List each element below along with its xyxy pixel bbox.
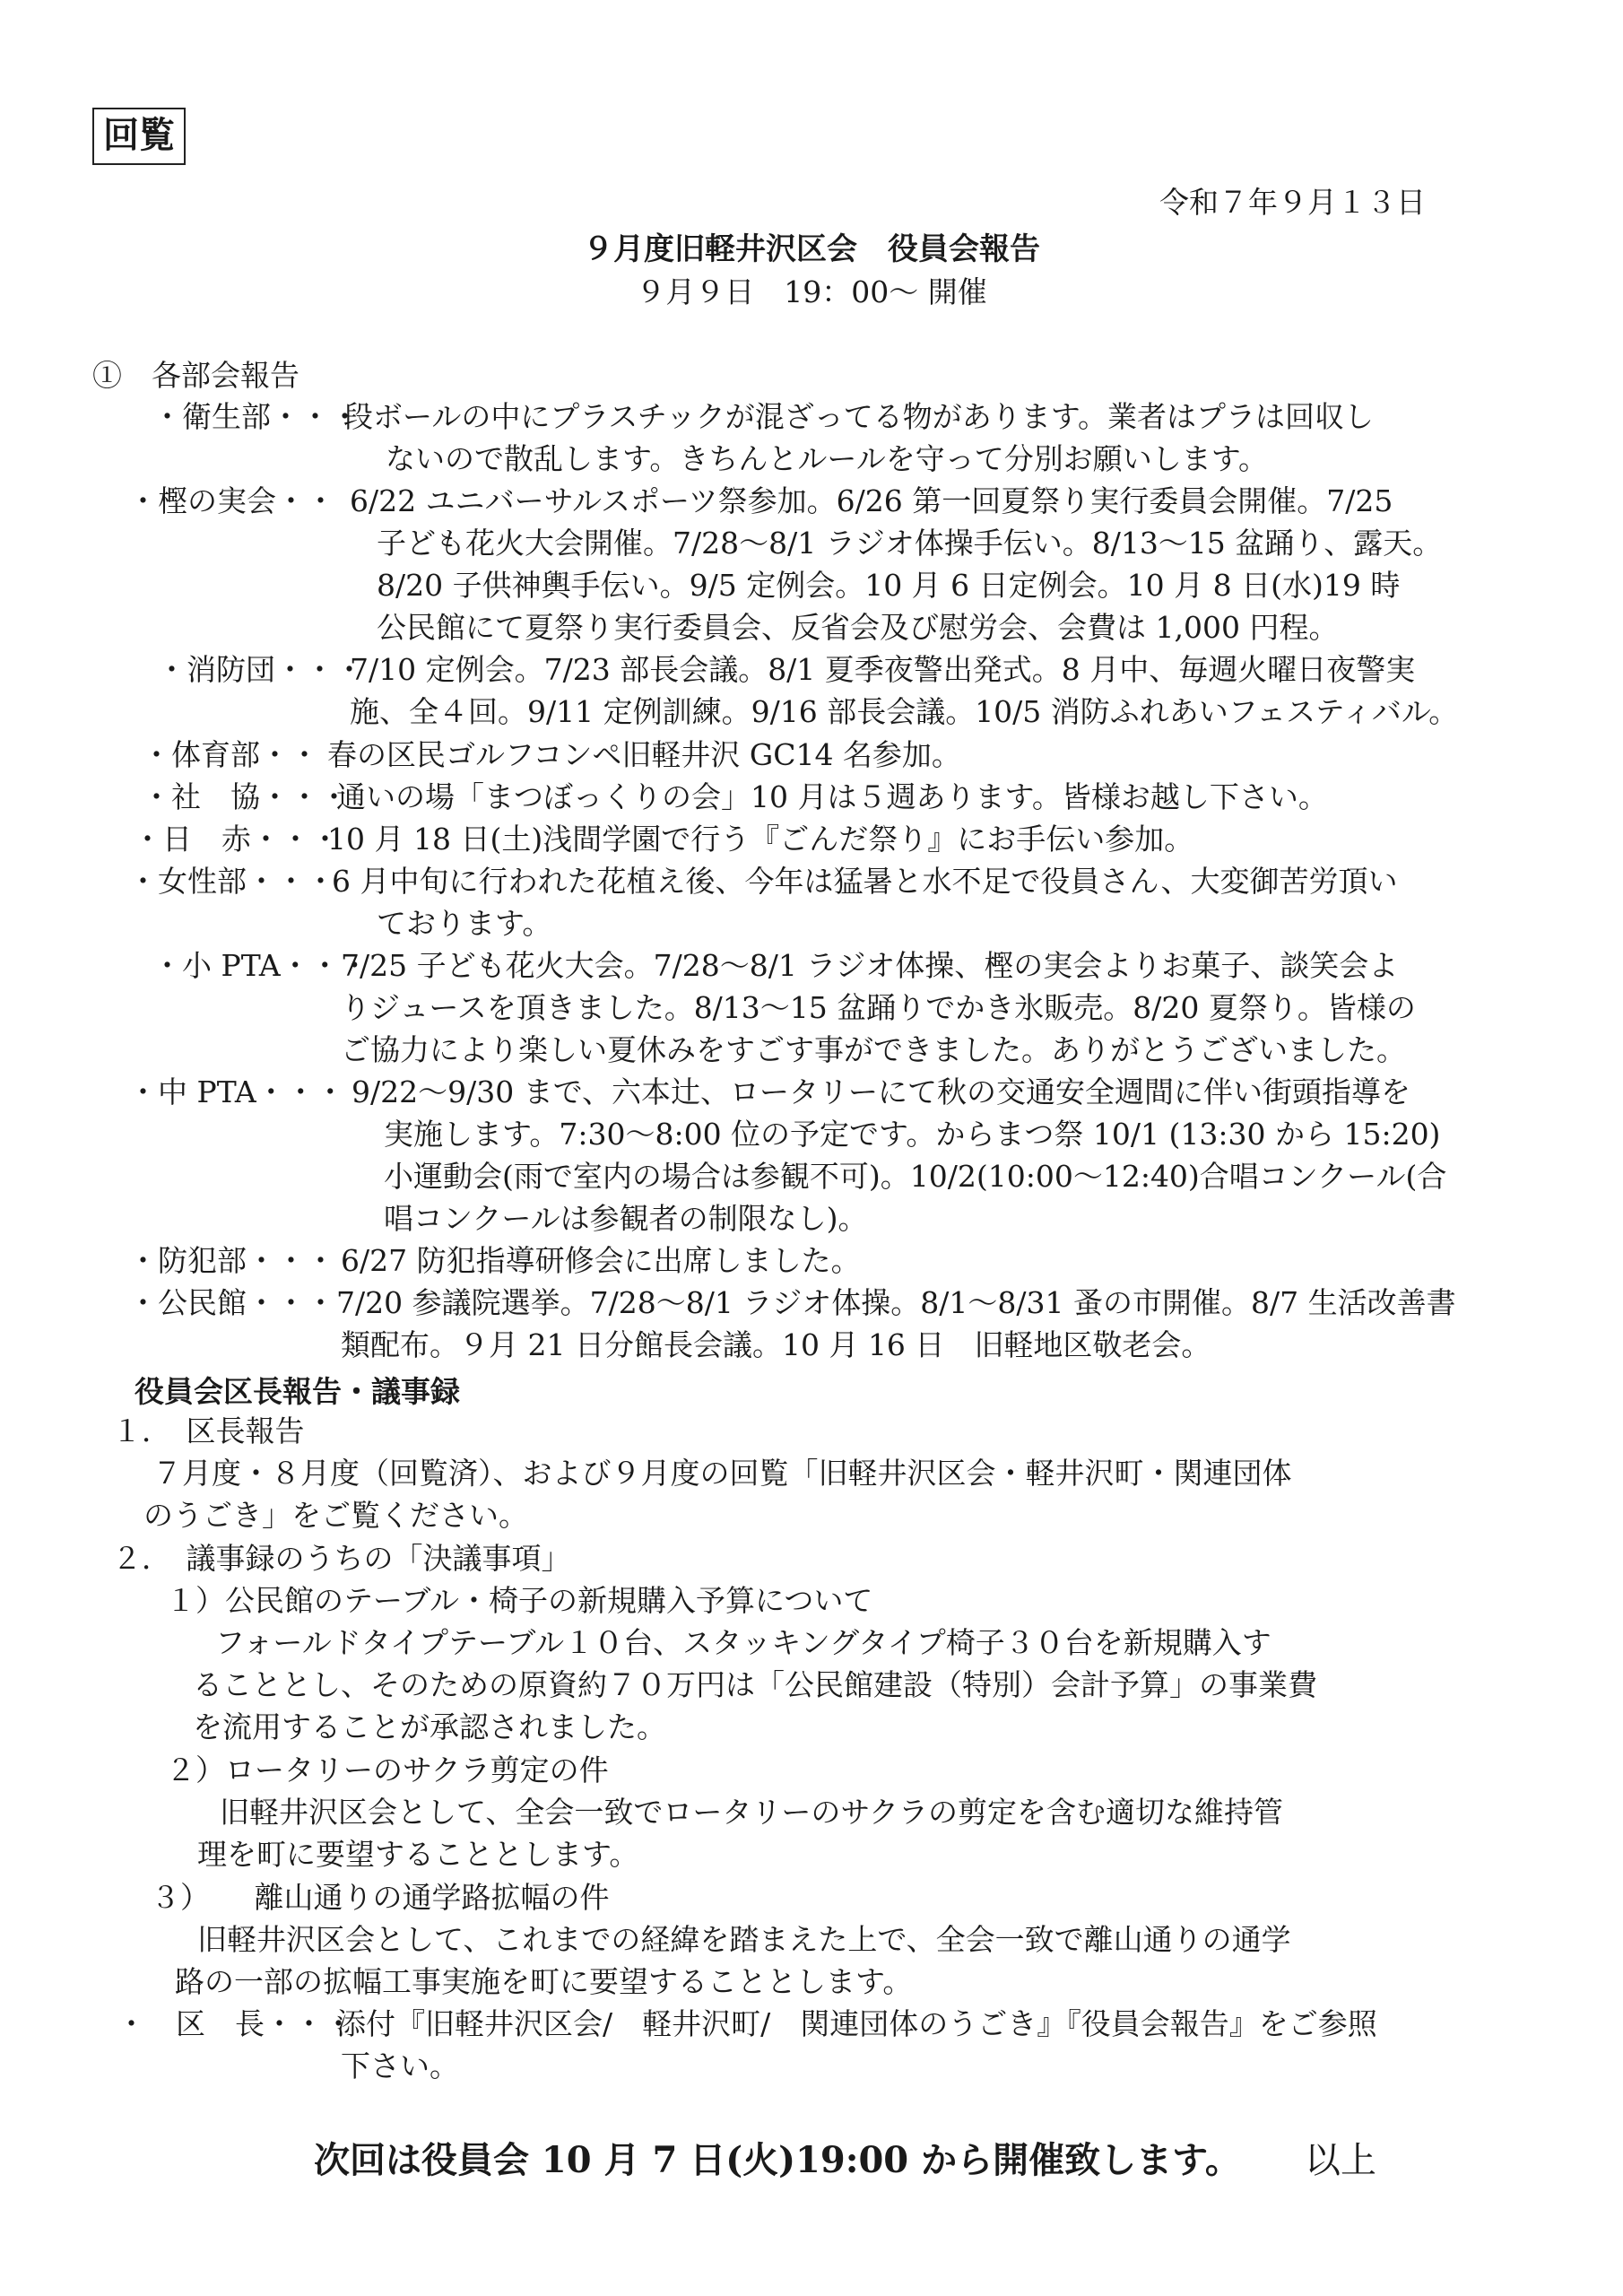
resolution-line: を流用することが承認されました。 <box>193 1709 666 1744</box>
resolution-title: １）公民館のテーブル・椅子の新規購入予算について <box>166 1583 873 1618</box>
dept-line: りジュースを頂きました。8/13～15 盆踊りでかき氷販売。8/20 夏祭り。皆様の <box>341 990 1416 1025</box>
dept-line: 通いの場「まつぼっくりの会」10 月は５週あります。皆様お越し下さい。 <box>336 779 1328 814</box>
dept-line: 6 月中旬に行われた花植え後、今年は猛暑と水不足で役員さん、大変御苦労頂い <box>332 864 1398 899</box>
dept-line: 7/10 定例会。7/23 部長会議。8/1 夏季夜警出発式。8 月中、毎週火曜日夜警実 <box>350 652 1416 687</box>
dept-line: 7/20 参議院選挙。7/28～8/1 ラジオ体操。8/1～8/31 蚤の市開催。8/7 生活改善書 <box>336 1285 1456 1320</box>
dept-line: 実施します。7:30～8:00 位の予定です。からまつ祭 10/1 (13:30 から 15:20) <box>384 1117 1441 1152</box>
closing-mark: 以上 <box>1305 2140 1376 2181</box>
next-meeting-notice: 次回は役員会 10 月 7 日(火)19:00 から開催致します。 <box>314 2139 1241 2181</box>
dept-label-shakyo: ・社 協・・・ <box>142 779 349 814</box>
dept-label-eisei: ・衛生部・・・ <box>152 399 360 434</box>
meeting-datetime: ９月９日 19：00～ 開催 <box>636 274 987 309</box>
dept-label-nisseki: ・日 赤・・・ <box>133 822 340 857</box>
circulation-stamp: 回覧 <box>92 108 186 165</box>
dept-line: ております。 <box>377 906 552 941</box>
chief-report-line: ７月度・８月度（回覧済）、および９月度の回覧「旧軽井沢区会・軽井沢町・関連団体 <box>152 1456 1292 1491</box>
minutes-heading: ２． 議事録のうちの「決議事項」 <box>112 1541 571 1576</box>
chief-report-heading: １． 区長報告 <box>112 1413 305 1448</box>
dept-label-shobodan: ・消防団・・・ <box>157 652 364 687</box>
dept-line: 小運動会(雨で室内の場合は参観不可)。10/2(10:00～12:40)合唱コンクール(合 <box>384 1159 1447 1194</box>
dept-line: 類配布。９月 21 日分館長会議。10 月 16 日 旧軽地区敬老会。 <box>341 1327 1211 1362</box>
dept-line: ないので散乱します。きちんとルールを守って分別お願いします。 <box>386 441 1269 476</box>
dept-line: 7/25 子ども花火大会。7/28～8/1 ラジオ体操、樫の実会よりお菓子、談笑会よ <box>341 948 1399 983</box>
resolution-line: 旧軽井沢区会として、全会一致でロータリーのサクラの剪定を含む適切な維持管 <box>220 1795 1284 1830</box>
resolution-title: ３） 離山通りの通学路拡幅の件 <box>151 1880 610 1915</box>
dept-label-kominkan: ・公民館・・・ <box>128 1285 335 1320</box>
document-title: ９月度旧軽井沢区会 役員会報告 <box>583 231 1040 267</box>
dept-line: 6/22 ユニバーサルスポーツ祭参加。6/26 第一回夏祭り実行委員会開催。7/25 <box>350 483 1393 518</box>
dept-label-josei: ・女性部・・・ <box>128 864 335 899</box>
dept-label-junior-high-pta: ・中 PTA・・・ <box>128 1074 345 1109</box>
dept-line: 9/22～9/30 まで、六本辻、ロータリーにて秋の交通安全週間に伴い街頭指導を <box>352 1074 1411 1109</box>
chief-report-line: のうごき」をご覧ください。 <box>143 1498 528 1533</box>
dept-line: 8/20 子供神輿手伝い。9/5 定例会。10 月 6 日定例会。10 月 8 日(水)19 時 <box>377 568 1401 603</box>
dept-line: 6/27 防犯指導研修会に出席しました。 <box>341 1243 861 1278</box>
dept-line: 公民館にて夏祭り実行委員会、反省会及び慰労会、会費は 1,000 円程。 <box>377 610 1339 645</box>
document-date: 令和７年９月１３日 <box>1159 185 1426 220</box>
resolution-title: ２）ロータリーのサクラ剪定の件 <box>166 1752 609 1787</box>
dept-line: 段ボールの中にプラスチックが混ざってる物があります。業者はプラは回収し <box>343 399 1375 434</box>
dept-line: 施、全４回。9/11 定例訓練。9/16 部長会議。10/5 消防ふれあいフェスティバル。 <box>350 694 1459 729</box>
chief-line: 添付『旧軽井沢区会/ 軽井沢町/ 関連団体のうごき』『役員会報告』をご参照 <box>336 2006 1377 2041</box>
dept-line: 春の区民ゴルフコンペ旧軽井沢 GC14 名参加。 <box>327 737 961 772</box>
dept-line: 10 月 18 日(土)浅間学園で行う『ごんだ祭り』にお手伝い参加。 <box>327 822 1194 857</box>
resolution-line: 路の一部の拡幅工事実施を町に要望することとします。 <box>175 1964 913 1999</box>
resolution-line: ることとし、そのための原資約７０万円は「公民館建設（特別）会計予算」の事業費 <box>193 1667 1317 1702</box>
dept-label-kashinomi: ・樫の実会・・ <box>128 483 335 518</box>
resolution-line: 理を町に要望することとします。 <box>197 1837 639 1872</box>
dept-label-elementary-pta: ・小 PTA・・・ <box>152 948 369 983</box>
resolution-line: フォールドタイプテーブル１０台、スタッキングタイプ椅子３０台を新規購入す <box>215 1625 1271 1660</box>
section2-heading: 役員会区長報告・議事録 <box>135 1374 460 1409</box>
chief-line: 下さい。 <box>341 2048 459 2083</box>
dept-label-taiiku: ・体育部・・ <box>142 737 319 772</box>
dept-label-bohan: ・防犯部・・・ <box>128 1243 335 1278</box>
chief-label: ・ 区 長・・・ <box>117 2006 353 2041</box>
dept-line: ご協力により楽しい夏休みをすごす事ができました。ありがとうございました。 <box>341 1032 1406 1067</box>
dept-line: 子ども花火大会開催。7/28～8/1 ラジオ体操手伝い。8/13～15 盆踊り、露天。 <box>377 526 1443 561</box>
dept-line: 唱コンクールは参観者の制限なし)。 <box>384 1201 868 1236</box>
resolution-line: 旧軽井沢区会として、これまでの経緯を踏まえた上で、全会一致で離山通りの通学 <box>197 1922 1291 1957</box>
section1-heading: ① 各部会報告 <box>92 358 299 393</box>
